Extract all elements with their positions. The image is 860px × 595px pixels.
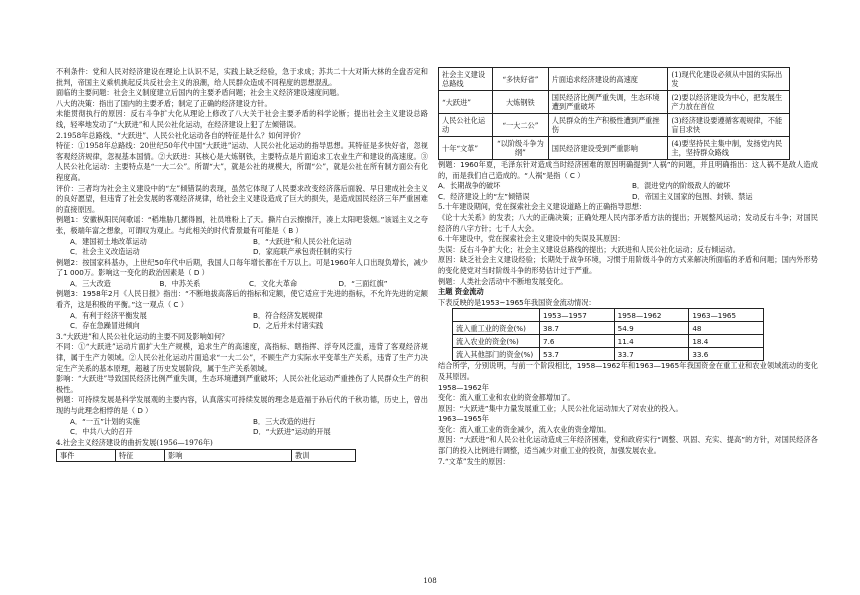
table-cell: “以阶级斗争为纲” — [493, 137, 549, 160]
table-cell: 十年“文革” — [439, 137, 493, 160]
table-cell: 流入重工业的资金(%) — [453, 322, 540, 335]
question-options — [56, 279, 428, 290]
table-cell: (4)要坚持民主集中制，发扬党内民主，坚持群众路线 — [668, 137, 790, 160]
table-cell: 18.4 — [689, 335, 764, 348]
paragraph: 例题：人类社会活动中不断地发展变化。 — [438, 276, 568, 286]
question-stem: 例题3：1958年2月《人民日报》指出：“不断地拔高落后的指标和定额，使它适应于先进的指标，不允许先进的定额看齐，这是积极的平衡。”这一观点（ C ） — [56, 289, 428, 310]
table-cell: 大炼钢铁 — [493, 91, 549, 114]
section-heading: 3.“大跃进”和人民公社化运动的主要不同及影响如何？ — [56, 331, 229, 341]
option: D．家庭联产承包责任制的实行 — [253, 247, 352, 257]
table-cell: “多快好省” — [493, 68, 549, 91]
option: A．“一五”计划的实施 — [70, 416, 140, 426]
table-cell: (3)经济建设要遵循客观规律，不能盲目求快 — [668, 114, 790, 137]
paragraph: 原因：缺乏社会主义建设经验；长期处于战争环境，习惯于用阶级斗争的方式来解决所面临的矛盾和问题；国内外形势的变化使党对当时阶级斗争的形势估计过于严重。 — [438, 255, 818, 275]
table-cell: 国民经济比例严重失调，生态环境遭到严重破坏 — [548, 91, 668, 114]
table-cell: 11.4 — [614, 335, 689, 348]
table-cell: “一大二公” — [493, 114, 549, 137]
section-heading: 7.“文革”发生的原因： — [438, 456, 510, 466]
subheading: 1958—1962年 — [438, 382, 489, 392]
option: A．长期战争的破坏 — [438, 181, 501, 191]
table-header-cell — [453, 309, 540, 322]
question-stem: 例题2：按国家科基办，上世纪50年代中后期，我国人口每年增长都在千万以上。可是1960年人口出现负增长，减少了1 000万。影响这一变化的政治因素是（ D ） — [56, 257, 428, 278]
paragraph: 原因：“大跃进”和人民公社化运动造成三年经济困难，党和政府实行“调整、巩固、充实、提高”的方针，对国民经济各部门的投入比例进行调整，适当减少对重工业的投资，加强发展农业。 — [438, 435, 818, 456]
table-caption: 4.社会主义经济建设的曲折发展(1956—1976年) — [56, 437, 213, 447]
option: C．社会主义改造运动 — [70, 247, 140, 257]
table-header-cell: 事件 — [57, 450, 116, 462]
question-options — [438, 181, 818, 202]
events-table-header — [56, 449, 356, 462]
page-number: 108 — [423, 577, 437, 585]
table-row — [439, 91, 790, 114]
question-options — [56, 417, 428, 438]
question-options — [56, 237, 428, 258]
section-heading: 6.十年建设中，党在探索社会主义建设中的失误及其原因： — [438, 234, 625, 244]
option: B．“大跃进”和人民公社化运动 — [253, 236, 352, 246]
question-stem: 例题1：安徽枞阳民间歌谣：“稻堆胁几摞得圆，社员堆粉上了天。撕片白云擦擦汗，凑上太阳吧袋烟。”该谣主义之夸张，极端年富之想象，可谓叹为观止。与此相关的时代背景最有可能是（ B ） — [56, 215, 428, 235]
table-cell: 人民群众的生产积极性遭到严重挫伤 — [548, 114, 668, 137]
table-cell: 48 — [689, 322, 764, 335]
table-header-cell: 教训 — [292, 450, 356, 462]
option: D．“大跃进”运动的开展 — [253, 427, 331, 437]
table-cell: 33.7 — [614, 348, 689, 361]
paragraph: 不同：①“大跃进”运动片面扩大生产规模，追求生产的高速度，高指标、瞎指挥、浮夸风泛滥，违背了客观经济规律，属于生产力领域。②人民公社化运动片面追求“一大二公”，不顾生产力实际水平变革生产关系，违背了生产力决定生产关系的基本原理，超越了历史发展阶段，属于生产关系领域。 — [56, 342, 428, 373]
table-cell: (2)要以经济建设为中心，把发展生产力放在首位 — [668, 91, 790, 114]
table-cell: 7.6 — [540, 335, 615, 348]
table-cell: 社会主义建设总路线 — [439, 68, 493, 91]
option: A．有利于经济平衡发展 — [70, 310, 147, 320]
paragraph: 结合所学，分别说明，与前一个阶段相比，1958—1962年和1963—1965年我国资金在重工业和农业领域流动的变化及其原因。 — [438, 361, 818, 381]
table-cell: 53.7 — [540, 348, 615, 361]
table-cell: 人民公社化运动 — [439, 114, 493, 137]
option: A．建国初土地改革运动 — [70, 236, 147, 246]
section-heading: 5.十年建设期间，党在探索社会主义建设道路上的正确指导思想： — [438, 202, 647, 212]
table-cell: 流入其他部门的资金(%) — [453, 348, 540, 361]
table-row — [453, 322, 764, 335]
table-cell: (1)现代化建设必须从中国的实际出发 — [668, 68, 790, 91]
table-row — [453, 348, 764, 361]
option: C．文化大革命 — [249, 278, 298, 288]
table-header-cell: 特征 — [116, 450, 165, 462]
option: D．帝国主义国家的包围、封锁、禁运 — [632, 191, 753, 201]
table-cell: “大跃进” — [439, 91, 493, 114]
paragraph: 影响：“大跃进”导致国民经济比例严重失调，生态环境遭到严重破坏；人民公社化运动严重挫伤了人民群众生产的积极性。 — [56, 374, 428, 394]
option: A．三大改造 — [70, 278, 111, 288]
table-header-cell: 1953—1957 — [540, 309, 615, 322]
table-cell: 33.6 — [689, 348, 764, 361]
paragraph: 变化：流入重工业的资金减少，流入农业的资金增加。 — [438, 424, 611, 434]
paragraph: 评价：三者均为社会主义建设中的“左”倾错误的表现，虽然它体现了人民要求改变经济落后面貌、早日建成社会主义的良好愿望，但违背了社会发展的客观经济规律，给社会主义建设造成了巨大的损失，是造成国民经济三年严重困难的直接原因。 — [56, 183, 428, 214]
paragraph: 变化：流入重工业和农业的资金都增加了。 — [438, 393, 575, 403]
table-caption: 下表反映的是1953~1965年我国资金流动情况： — [438, 297, 596, 307]
option: C．存在急躁冒进倾向 — [70, 321, 140, 331]
table-cell: 38.7 — [540, 322, 615, 335]
paragraph: 原因：“大跃进”集中力量发展重工业；人民公社化运动加大了对农业的投入。 — [438, 403, 683, 413]
option: B．中苏关系 — [159, 278, 201, 288]
paragraph: 《论十大关系》的发表；八大的正确决策；正确处理人民内部矛盾方法的提出；开展整风运动；发动反右斗争；对国民经济的八字方针；七千人大会。 — [438, 212, 818, 233]
paragraph: 面临的主要问题：社会主义制度建立后国内的主要矛盾问题；社会主义经济建设速度问题。 — [56, 88, 344, 98]
option: B．符合经济发展规律 — [253, 310, 323, 320]
table-cell: 54.9 — [614, 322, 689, 335]
table-header-cell: 影响 — [165, 450, 292, 462]
option: C．经济建设上的“左”倾错误 — [438, 191, 530, 201]
paragraph: 未能贯彻执行的原因：反右斗争扩大化从理论上修改了八大关于社会主要矛盾的科学论断；提出社会主义建设总路线，轻率地发动了“大跃进”和人民公社化运动，在经济建设上犯了左倾错误。 — [56, 109, 428, 129]
question-stem: 例题：可持续发展是科学发展观的主要内容，认真落实可持续发展的理念是造福于孙后代的千秋功德，历史上，曾出现的与此理念相悖的是（ D ） — [56, 395, 428, 415]
right-column — [438, 67, 818, 467]
table-cell: 流入农业的资金(%) — [453, 335, 540, 348]
events-table — [438, 67, 790, 160]
table-row — [439, 68, 790, 91]
table-row — [453, 335, 764, 348]
table-cell: 国民经济建设受到严重影响 — [548, 137, 668, 160]
paragraph: 失误：反右斗争扩大化；社会主义建设总路线的提出；大跃进和人民公社化运动；反右倾运动。 — [438, 244, 740, 254]
left-column — [56, 67, 428, 462]
option: B．三大改造的进行 — [253, 416, 316, 426]
subheading: 1963—1965年 — [438, 414, 489, 424]
section-heading: 2.1958年总路线、“大跃进”、人民公社化运动各自的特征是什么？如何评价？ — [56, 130, 305, 140]
table-header-cell: 1958—1962 — [614, 309, 689, 322]
option: C．中共八大的召开 — [70, 427, 133, 437]
table-row — [439, 114, 790, 137]
table-cell: 片面追求经济建设的高速度 — [548, 68, 668, 91]
table-header-row — [453, 309, 764, 322]
fund-flow-table — [452, 308, 764, 361]
question-options — [56, 311, 428, 332]
paragraph: 特征：①1958年总路线：20世纪50年代中国“大跃进”运动、人民公社化运动的指导思想。其特征是多快好省，忽视客观经济规律，忽视基本国情。②大跃进：其核心是大炼钢铁，主要特点是片面追求工农业生产和建设的高速度。③人民公社化运动：主要特点是“一大二公”。所谓“大”，就是公社的规模大，所谓“公”，就是公社在所有制方面公有化程度高。 — [56, 141, 428, 182]
theme-heading: 主题 资金流动 — [438, 287, 484, 297]
table-header-cell: 1963—1965 — [689, 309, 764, 322]
paragraph: 不利条件：党和人民对经济建设在理论上认识不足，实践上缺乏经验，急于求成；苏共二十大对斯大林的全盘否定和批判，帝国主义乘机挑起反共反社会主义的浪潮，给人民群众造成不同程度的思想混乱。 — [56, 67, 428, 87]
paragraph: 八大的决策：指出了国内的主要矛盾；制定了正确的经济建设方针。 — [56, 98, 272, 108]
option: D．“三面红旗” — [338, 278, 388, 288]
option: D．之后并未付诸实践 — [253, 321, 324, 331]
question-stem: 例题：1960年夏，毛泽东针对造成当时经济困难的原因明确提到“人祸”的问题，并且明确指出：这人祸不是敌人造成的，而是我们自己造成的。“人祸”是指（ C ） — [438, 160, 818, 180]
option: B．混进党内的阶级敌人的破坏 — [632, 181, 731, 191]
table-row — [439, 137, 790, 160]
